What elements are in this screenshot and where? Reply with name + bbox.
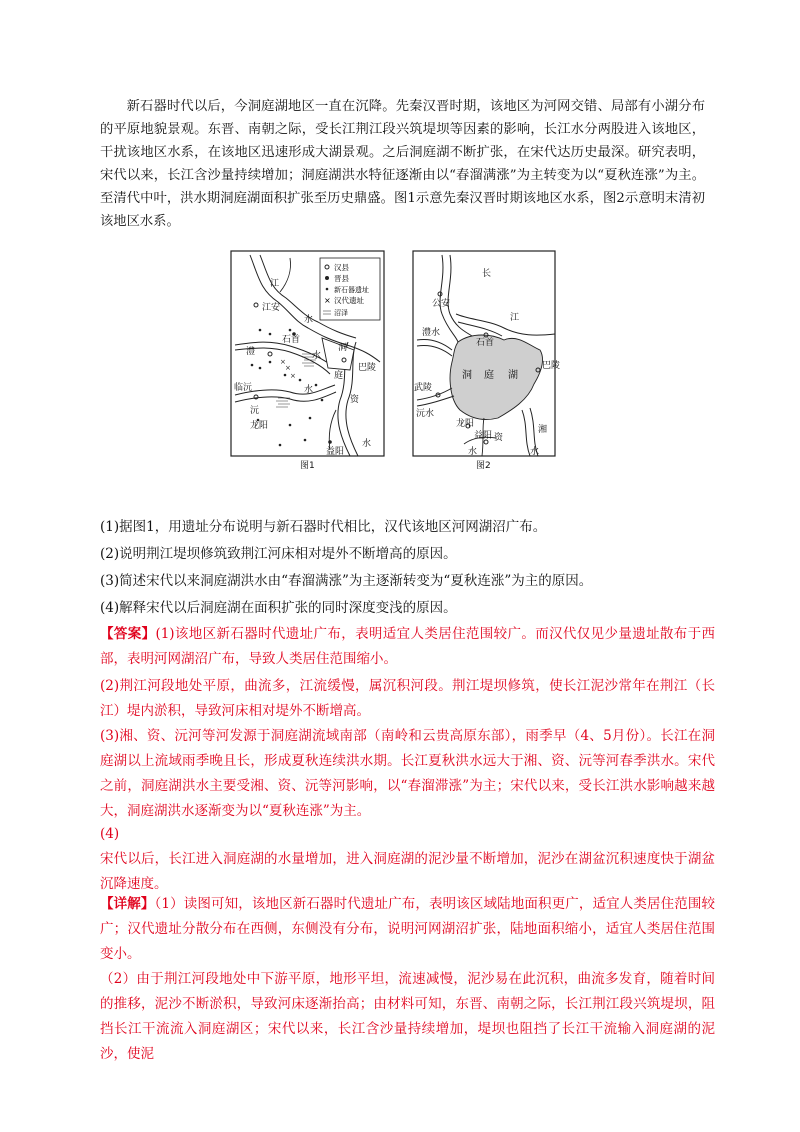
answer-4-number: (4) <box>100 826 120 842</box>
fig1-label-3: 石首 <box>282 335 301 345</box>
fig1-label-6: 洞 <box>338 343 348 353</box>
fig2-caption: 图2 <box>476 461 491 471</box>
fig1-label-15: 巴陵 <box>358 363 377 373</box>
answer-3: (3)湘、资、沅河等河发源于洞庭湖流域南部（南岭和云贵高原东部），雨季早（4、5月份）。长江在洞庭湖以上流域雨季晚且长，形成夏秋连续洪水期。长江夏秋洪水远大于湘、资、沅等河春季洪水。宋代之前，洞庭湖洪水主要受湘、资、沅等河影响，以“春溜滞涨”为主；宋代以来，受长江洪水影响越来越大，洞庭湖洪水逐渐变为以“夏秋连涨”为主。 <box>100 728 715 819</box>
question-4: (4)解释宋代以后洞庭湖在面积扩张的同时深度变浅的原因。 <box>100 600 457 616</box>
detail-tag: 【详解】 <box>100 896 155 912</box>
fig1-legend-1: 晋县 <box>334 274 349 283</box>
fig1-label-14: 水 <box>362 439 372 449</box>
fig1-label-5: 水 <box>312 351 322 361</box>
figure-2-map <box>412 250 561 471</box>
fig1-caption: 图1 <box>300 461 315 471</box>
intro-paragraph: 新石器时代以后，今洞庭湖地区一直在沉降。先秦汉晋时期，该地区为河网交错、局部有小湖分布的平原地貌景观。东晋、南朝之际，受长江荆江段兴筑堤坝等因素的影响，长江水分两股进入该地区，干扰该地区水系，在该地区迅速形成大湖景观。之后洞庭湖不断扩张，在宋代达历史最深。研究表明，宋代以来，长江含沙量持续增加；洞庭湖洪水特征逐渐由以“春溜满涨”为主转变为以“夏秋连涨”为主。至清代中叶，洪水期洞庭湖面积扩张至历史鼎盛。图1示意先秦汉晋时期该地区水系，图2示意明末清初该地区水系。 <box>100 99 705 229</box>
fig1-label-7: 庭 <box>334 371 344 381</box>
answer-4: 宋代以后，长江进入洞庭湖的水量增加，进入洞庭湖的泥沙量不断增加，泥沙在湖盆沉积速度快于湖盆沉降速度。 <box>100 851 715 892</box>
detail-1-text: （1）读图可知，该地区新石器时代遗址广布，表明该区域陆地面积更广，适宜人类居住范围较广；汉代遗址分散分布在西侧，东侧没有分布，说明河网湖沼扩张，陆地面积缩小，适宜人类居住范围变小。 <box>100 896 716 962</box>
fig2-label-9: 武陵 <box>414 383 433 393</box>
fig2-label-3: 石首 <box>476 338 495 348</box>
fig1-label-1: 江安 <box>262 303 281 313</box>
fig2-label-1: 公安 <box>432 299 451 309</box>
fig2-label-5: 洞 <box>462 370 472 381</box>
fig2-label-10: 沅水 <box>416 409 435 419</box>
svg-text:×: × <box>324 296 331 305</box>
detail-1 <box>100 892 715 967</box>
fig2-label-6: 庭 <box>484 370 494 381</box>
figure-1-map <box>230 250 385 470</box>
fig1-legend-3: 汉代遗址 <box>334 296 364 305</box>
question-1: (1)据图1，用遗址分布说明与新石器时代相比，汉代该地区河网湖沼广布。 <box>100 519 547 535</box>
fig1-label-11: 龙阳 <box>250 421 269 431</box>
fig2-label-14: 湘 <box>538 425 548 435</box>
fig2-label-15: 水 <box>468 447 478 457</box>
fig2-label-12: 龙阳 <box>456 419 475 429</box>
fig1-label-12: 资 <box>350 395 360 405</box>
svg-text:×: × <box>285 364 291 372</box>
fig2-label-4: 澧水 <box>422 328 441 338</box>
fig2-label-13: 益阳 <box>474 431 493 441</box>
fig1-label-0: 江 <box>270 279 280 289</box>
fig1-label-13: 益阳 <box>326 447 345 457</box>
answer-2: (2)荆江河段地处平原，曲流多，江流缓慢，属沉积河段。荆江堤坝修筑，使长江泥沙常年在荆江（长江）堤内淤积，导致河床相对堤外不断增高。 <box>100 678 715 719</box>
fig1-label-8: 临沅 <box>234 383 253 393</box>
fig1-label-2: 水 <box>304 315 314 325</box>
question-3: (3)简述宋代以来洞庭湖洪水由“春溜满涨”为主逐渐转变为“夏秋连涨”为主的原因。 <box>100 573 593 589</box>
fig1-legend-2: 新石器遗址 <box>334 286 369 294</box>
fig2-label-7: 湖 <box>508 370 518 381</box>
fig1-label-10: 水 <box>304 385 314 395</box>
fig2-label-0: 长 <box>482 269 492 279</box>
figure-area <box>230 250 580 490</box>
fig2-label-11: 资 <box>494 433 504 443</box>
question-2: (2)说明荆江堤坝修筑致荆江河床相对堤外不断增高的原因。 <box>100 546 457 562</box>
detail-2: （2）由于荆江河段地处中下游平原，地形平坦，流速减慢，泥沙易在此沉积，曲流多发育，随着时间的推移，泥沙不断淤积，导致河床逐渐抬高；由材料可知，东晋、南朝之际，长江荆江段兴筑堤坝，阻挡长江干流流入洞庭湖区；宋代以来，长江含沙量持续增加，堤坝也阻挡了长江干流输入洞庭湖的泥沙，使泥 <box>100 971 715 1062</box>
fig1-label-4: 澧 <box>246 347 256 357</box>
answer-tag: 【答案】 <box>100 626 156 642</box>
svg-text:×: × <box>290 372 296 380</box>
svg-text:×: × <box>280 358 286 366</box>
fig1-label-9: 沅 <box>250 406 260 416</box>
fig1-legend-4: 沼泽 <box>334 309 348 317</box>
fig2-label-16: 水 <box>530 447 540 457</box>
fig2-label-8: 巴陵 <box>542 361 561 371</box>
answer-1-text: (1)该地区新石器时代遗址广布，表明适宜人类居住范围较广。而汉代仅见少量遗址散布于西部，表明河网湖沼广布，导致人类居住范围缩小。 <box>100 626 716 667</box>
answer-1 <box>100 622 715 672</box>
fig1-legend-0: 汉县 <box>334 263 349 272</box>
fig2-label-2: 江 <box>510 313 520 323</box>
